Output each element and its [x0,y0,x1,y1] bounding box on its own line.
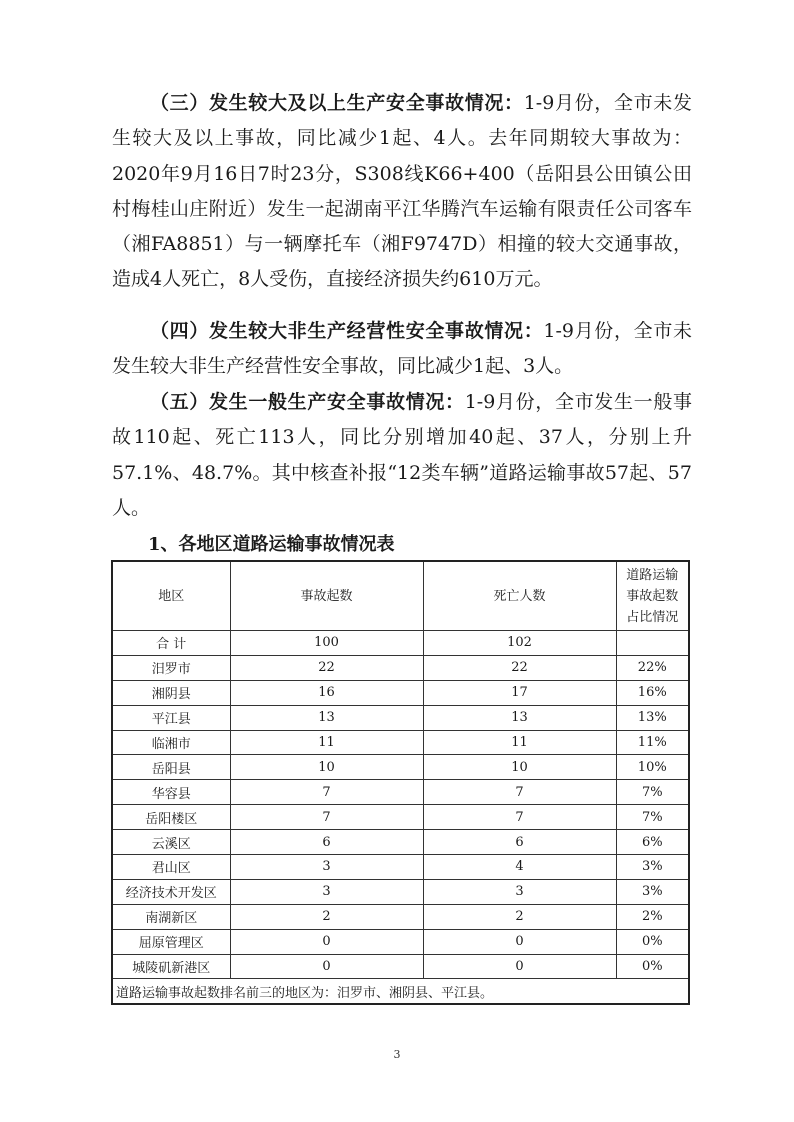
cell-death-count: 11 [423,730,616,755]
table-note: 道路运输事故起数排名前三的地区为：汨罗市、湘阴县、平江县。 [112,979,689,1005]
cell-region: 汨罗市 [112,655,230,680]
cell-accident-count: 7 [230,780,423,805]
cell-death-count: 7 [423,780,616,805]
paragraph-body: 1-9月份，全市未发生较大非生产经营性安全事故，同比减少1起、3人。 [112,320,692,378]
table-row [112,879,689,904]
cell-region: 云溪区 [112,830,230,855]
cell-region: 君山区 [112,855,230,880]
cell-region: 华容县 [112,780,230,805]
cell-share: 16% [616,680,689,705]
cell-death-count: 3 [423,879,616,904]
cell-death-count: 6 [423,830,616,855]
paragraph-4 [112,314,692,385]
table-row [112,680,689,705]
cell-share: 0% [616,929,689,954]
cell-accident-count: 7 [230,805,423,830]
paragraph-3 [112,86,692,298]
table-row [112,830,689,855]
table-row [112,730,689,755]
table-row [112,755,689,780]
table-row [112,904,689,929]
cell-accident-count: 2 [230,904,423,929]
cell-death-count: 4 [423,855,616,880]
cell-death-count: 0 [423,929,616,954]
cell-accident-count: 16 [230,680,423,705]
cell-share: 10% [616,755,689,780]
table-row [112,954,689,979]
page-number: 3 [393,1048,401,1061]
cell-share: 7% [616,780,689,805]
cell-death-count: 10 [423,755,616,780]
cell-share: 3% [616,855,689,880]
cell-death-count: 22 [423,655,616,680]
paragraph-body: 1-9月份，全市发生一般事故110起、死亡113人，同比分别增加40起、37人，分别上升57.1%、48.7%。其中核查补报“12类车辆”道路运输事故57起、57人。 [112,391,692,519]
table-row [112,780,689,805]
cell-accident-count: 0 [230,929,423,954]
cell-region: 屈原管理区 [112,929,230,954]
cell-death-count: 17 [423,680,616,705]
table-row [112,655,689,680]
cell-accident-count: 6 [230,830,423,855]
cell-region: 平江县 [112,705,230,730]
cell-share: 22% [616,655,689,680]
table-caption: 1、各地区道路运输事故情况表 [148,534,395,555]
cell-share: 3% [616,879,689,904]
cell-share: 0% [616,954,689,979]
cell-region: 岳阳县 [112,755,230,780]
table-row [112,929,689,954]
cell-accident-count: 100 [230,631,423,656]
cell-share: 6% [616,830,689,855]
table-row [112,855,689,880]
cell-share: 7% [616,805,689,830]
cell-region: 合 计 [112,631,230,656]
cell-share: 13% [616,705,689,730]
paragraph-heading: （四）发生较大非生产经营性安全事故情况： [150,320,544,342]
cell-accident-count: 3 [230,855,423,880]
accident-table [111,560,690,1005]
cell-death-count: 0 [423,954,616,979]
table-row [112,705,689,730]
cell-accident-count: 10 [230,755,423,780]
paragraph-heading: （三）发生较大及以上生产安全事故情况： [150,92,524,114]
cell-share: 2% [616,904,689,929]
cell-accident-count: 13 [230,705,423,730]
cell-death-count: 7 [423,805,616,830]
cell-death-count: 102 [423,631,616,656]
cell-region: 岳阳楼区 [112,805,230,830]
table-header-row [112,561,689,631]
table-body [112,631,689,979]
cell-accident-count: 11 [230,730,423,755]
cell-death-count: 2 [423,904,616,929]
cell-region: 经济技术开发区 [112,879,230,904]
header-accident-count: 事故起数 [230,561,423,631]
header-region: 地区 [112,561,230,631]
table-note-row [112,979,689,1005]
cell-share [616,631,689,656]
cell-share: 11% [616,730,689,755]
cell-region: 湘阴县 [112,680,230,705]
header-death-count: 死亡人数 [423,561,616,631]
paragraph-body: 1-9月份，全市未发生较大及以上事故，同比减少1起、4人。去年同期较大事故为：2020年9月16日7时23分，S308线K66+400（岳阳县公田镇公田村梅桂山庄附近）发生一起湖南平江华腾汽车运输有限责任公司客车（湘FA8851）与一辆摩托车（湘F9747D）相撞的较大交通事故，造成4人死亡，8人受伤，直接经济损失约610万元。 [112,92,692,291]
cell-death-count: 13 [423,705,616,730]
cell-region: 南湖新区 [112,904,230,929]
cell-accident-count: 0 [230,954,423,979]
cell-region: 城陵矶新港区 [112,954,230,979]
table-row [112,631,689,656]
cell-accident-count: 22 [230,655,423,680]
paragraph-5 [112,385,692,526]
header-share: 道路运输事故起数占比情况 [616,561,689,631]
paragraph-heading: （五）发生一般生产安全事故情况： [150,391,465,413]
cell-accident-count: 3 [230,879,423,904]
table-row [112,805,689,830]
cell-region: 临湘市 [112,730,230,755]
